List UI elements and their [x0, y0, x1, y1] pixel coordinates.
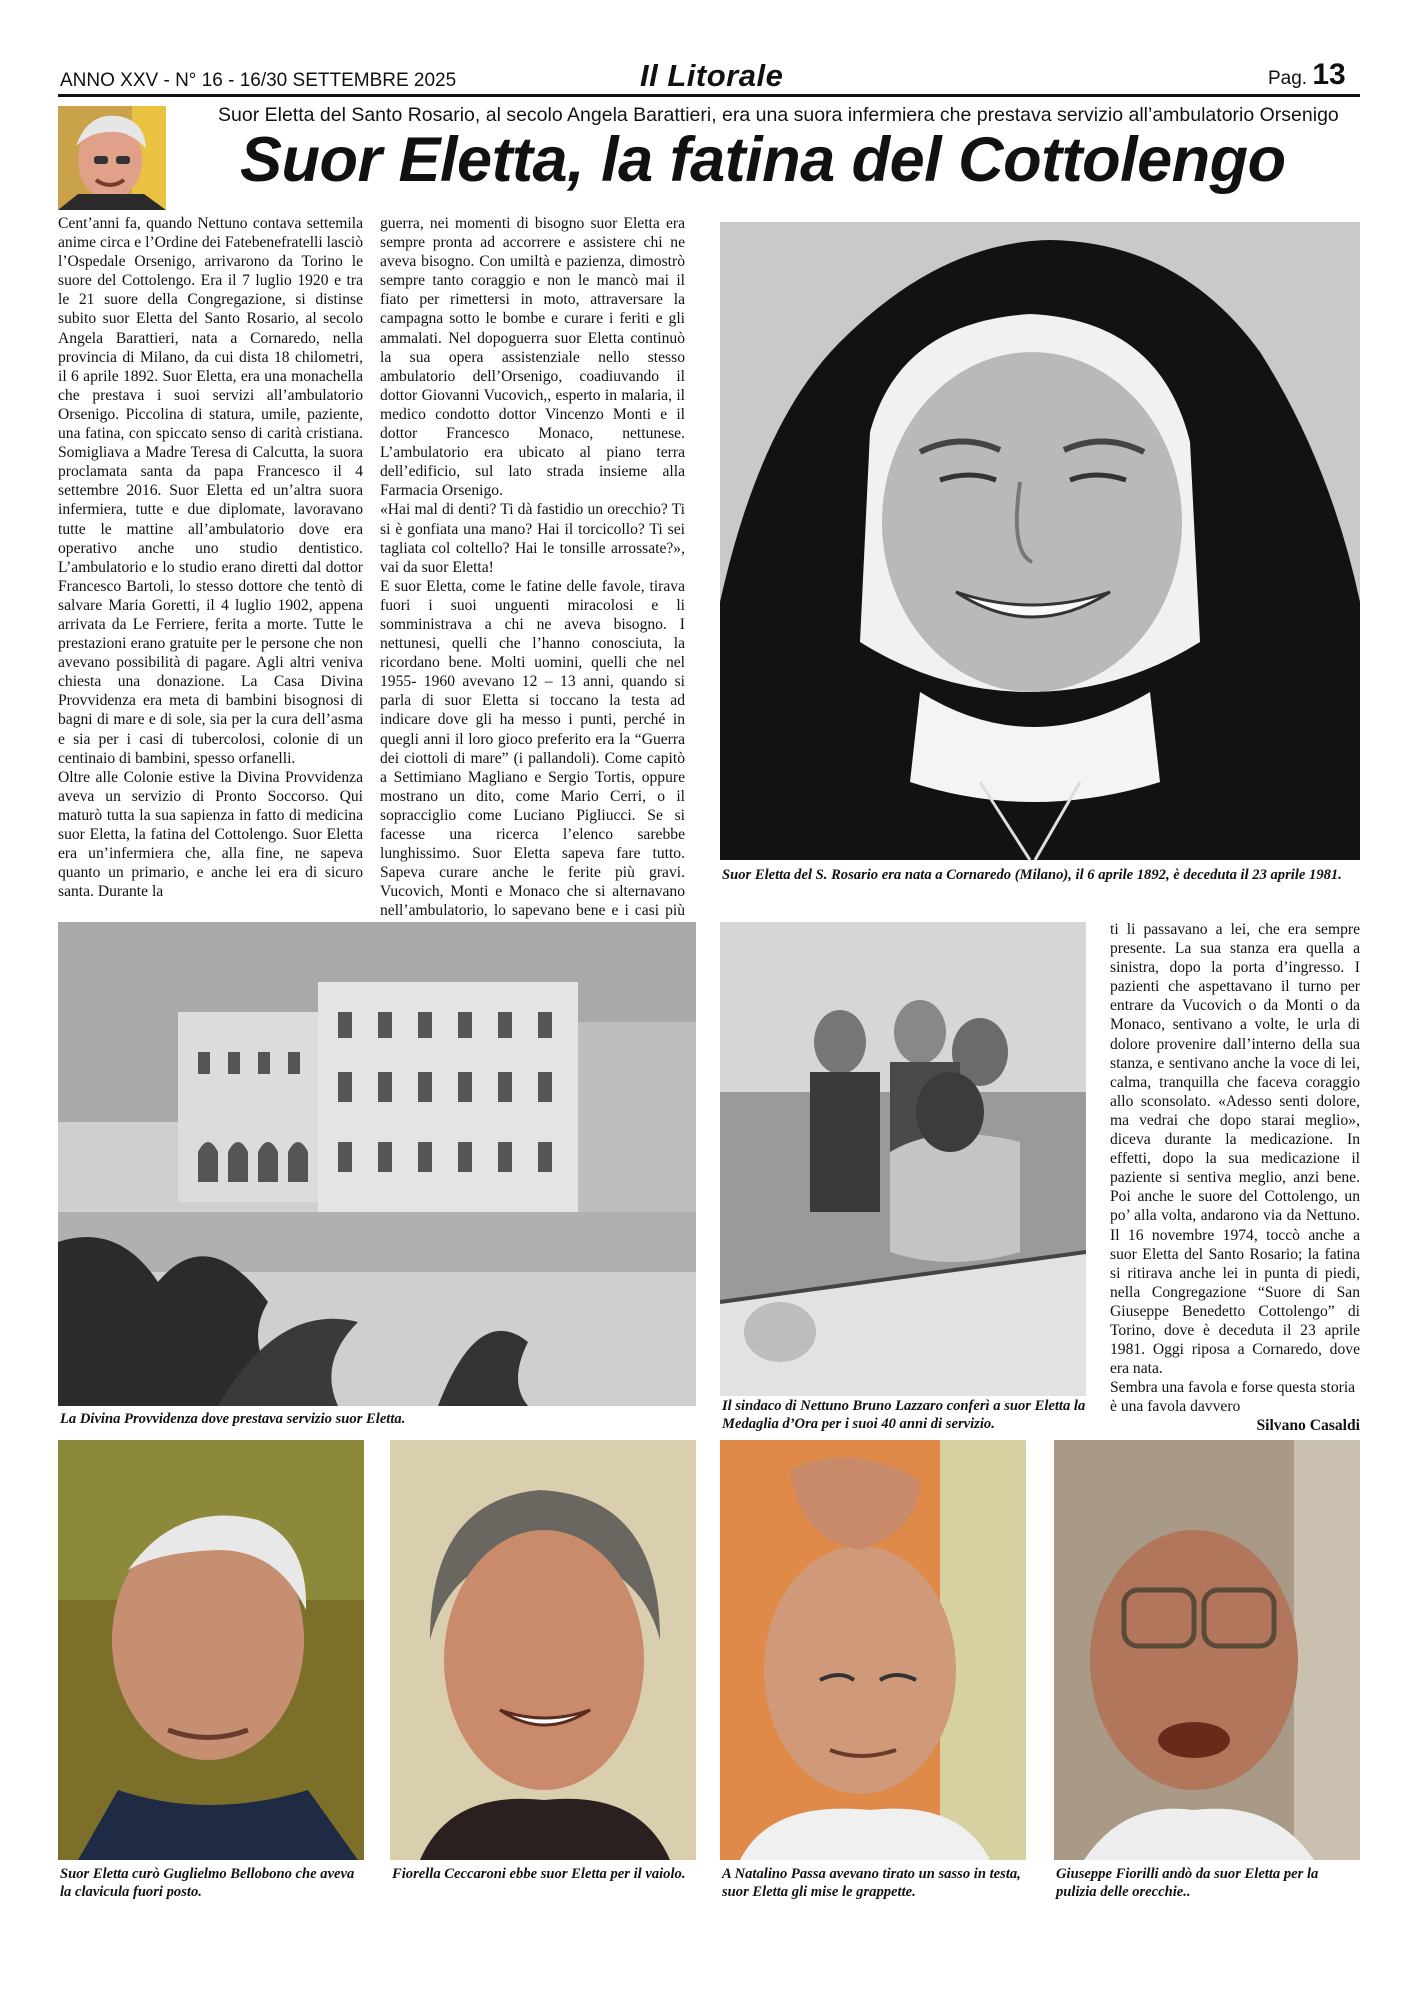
article-title: Suor Eletta, la fatina del Cottolengo	[240, 125, 1286, 195]
masthead: Il Litorale	[640, 58, 784, 93]
ceccaroni-portrait-photo	[390, 1440, 696, 1860]
divina-provvidenza-photo	[58, 922, 696, 1406]
page-label: Pag.	[1268, 68, 1308, 89]
mayor-photo-caption: Il sindaco di Nettuno Bruno Lazzaro conferì a suor Eletta la Medaglia d’Ora per i suoi 40 anni di servizio.	[722, 1398, 1086, 1432]
mayor-medal-photo	[720, 922, 1086, 1396]
page-number	[1268, 58, 1346, 92]
column-2-paragraph-2: «Hai mal di denti? Ti dà fastidio un orecchio? Ti si è gonfiata una mano? Hai il torcicollo? Ti sei tagliata col coltello? Hai le tonsille arrossate?», vai da suor Eletta!	[380, 501, 685, 576]
building-photo-caption: La Divina Provvidenza dove prestava servizio suor Eletta.	[60, 1411, 406, 1427]
page-number-value: 13	[1312, 58, 1346, 91]
column-3-paragraph-2: Sembra una favola e forse questa storia è una favola davvero	[1110, 1379, 1356, 1416]
article-column-1	[58, 214, 363, 901]
column-2-paragraph-3: E suor Eletta, come le fatine delle favole, tirava fuori i suoi unguenti miracolosi e li somministrava a chi ne aveva bisogno. I nettunesi, quelli che l’hanno conosciuta, la ricordano bene. Molti uomini, quelli che nel 1955- 1960 avevano 12 – 13 anni, quando si parla di suor Eletta si toccano la testa ad indicare dove gli ha messo i punti, perché in quegli anni il loro gioco preferito era la “Guerra dei ciottoli di mare” (i pallandoli). Come capitò a Settimiano Magliano e Sergio Tortis, oppure mostrano un dito, come Mario Cerri, o il sopracciglio come Luciano Pigliucci. Se si facesse una ricerca l’elenco sarebbe lunghissimo. Suor Eletta sapeva fare tutto. Sapeva curare anche le ferite più gravi. Vucovich, Monti e Monaco che si alternavano nell’ambulatorio, lo sapevano bene e i casi più	[380, 577, 685, 920]
nun-photo-caption: Suor Eletta del S. Rosario era nata a Cornaredo (Milano), il 6 aprile 1892, è deceduta il 23 aprile 1981.	[722, 867, 1342, 883]
article-kicker: Suor Eletta del Santo Rosario, al secolo Angela Barattieri, era una suora infermiera che prestava servizio all’ambulatorio Orsenigo	[218, 104, 1339, 126]
column-1-paragraph-2: Oltre alle Colonie estive la Divina Provvidenza aveva un servizio di Pronto Soccorso. Qui maturò tutta la sua sapienza in fatto di medicina suor Eletta, la fatina del Cottolengo. Suor Eletta era un’infermiera che, alla fine, ne sapeva quanto un primario, e anche lei era di sicuro santa. Durante la	[58, 768, 363, 901]
issue-line: ANNO XXV - N° 16 - 16/30 SETTEMBRE 2025	[60, 70, 457, 91]
article-column-3	[1110, 920, 1360, 1436]
article-author: Silvano Casaldi	[1256, 1417, 1360, 1435]
passa-portrait-photo	[720, 1440, 1026, 1860]
column-3-paragraph-1: ti li passavano a lei, che era sempre presente. La sua stanza era quella a sinistra, dopo la porta d’ingresso. I pazienti che aspettavano il turno per entrare da Vucovich o da Monti o da Monaco, sentivano a volte, le urla di dolore provenire dall’interno della sua stanza, e sentivano anche la voce di lei, calma, tranquilla che faceva coraggio allo sconsolato. «Adesso senti dolore, ma vedrai che dopo starai meglio», diceva durante la medicazione. In effetti, dopo la sua medicazione il paziente si sentiva meglio, anzi bene. Poi anche le suore del Cottolengo, un po’ alla volta, andarono via da Nettuno. Il 16 novembre 1974, toccò anche a suor Eletta del Santo Rosario; la fatina si ritirava anche lei in punta di piedi, nella Congregazione “Suore di San Giuseppe Benedetto Cottolengo” di Torino, dove è deceduta il 23 aprile 1981. Oggi riposa a Cornaredo, dove era nata.	[1110, 921, 1360, 1378]
nun-portrait-photo	[720, 222, 1360, 860]
column-1-paragraph-1: Cent’anni fa, quando Nettuno contava settemila anime circa e l’Ordine dei Fatebenefratelli lasciò l’Ospedale Orsenigo, arrivarono da Torino le suore del Cottolengo. Era il 7 luglio 1920 e tra le 21 suore della Congregazione, si distinse subito suor Eletta del Santo Rosario, al secolo Angela Barattieri, nata a Cornaredo, nella provincia di Milano, da cui dista 18 chilometri, il 6 aprile 1892. Suor Eletta, era una monachella che prestava i suoi servizi all’ambulatorio Orsenigo. Piccolina di statura, umile, paziente, una fatina, con spiccato senso di carità cristiana. Somigliava a Madre Teresa di Calcutta, la suora proclamata santa da papa Francesco il 4 settembre 2016. Suor Eletta ed un’altra suora infermiera, tutte e due diplomate, lavoravano tutte le mattine all’ambulatorio dove era operativo anche uno studio dentistico. L’ambulatorio e lo studio erano diretti dal dottor Francesco Bartoli, lo stesso dottore che tentò di salvare Maria Goretti, il 4 luglio 1902, appena arrivata da Le Ferriere, ferita a morte. Tutte le prestazioni erano gratuite per le persone che non avevano possibilità di pagare. Agli altri veniva chiesta una donazione. La Casa Divina Provvidenza era meta di bambini bisognosi di bagni di mare e di sole, sia per la cura dell’asma e sia per i casi di tubercolosi, colonie di un centinaio di bambini, spesso orfanelli.	[58, 215, 363, 767]
article-column-2	[380, 214, 685, 940]
bellobono-portrait-photo	[58, 1440, 364, 1860]
bellobono-caption: Suor Eletta curò Guglielmo Bellobono che aveva la clavicula fuori posto.	[60, 1866, 355, 1900]
author-thumbnail	[58, 106, 166, 210]
fiorilli-caption: Giuseppe Fiorilli andò da suor Eletta per la pulizia delle orecchie..	[1056, 1866, 1319, 1900]
header-rule	[58, 94, 1360, 97]
ceccaroni-caption: Fiorella Ceccaroni ebbe suor Eletta per il vaiolo.	[392, 1866, 686, 1882]
passa-caption: A Natalino Passa avevano tirato un sasso in testa, suor Eletta gli mise le grappette.	[722, 1866, 1021, 1900]
fiorilli-portrait-photo	[1054, 1440, 1360, 1860]
column-2-paragraph-1: guerra, nei momenti di bisogno suor Eletta era sempre pronta ad accorrere e assistere chi ne aveva bisogno. Con umiltà e pazienza, dimostrò sempre tanto coraggio e non le mancò mai il fiato per rimettersi in moto, attraversare la campagna sotto le bombe e curare i feriti e gli ammalati. Nel dopoguerra suor Eletta continuò la sua opera assistenziale nello stesso ambulatorio dell’Orsenigo, coadiuvando il dottor Giovanni Vucovich,, esperto in malaria, il medico condotto dottor Vincenzo Monti e il dottor Francesco Monaco, nettunese. L’ambulatorio era ubicato al piano terra dell’edificio, sul lato strada insieme alla Farmacia Orsenigo.	[380, 215, 685, 500]
